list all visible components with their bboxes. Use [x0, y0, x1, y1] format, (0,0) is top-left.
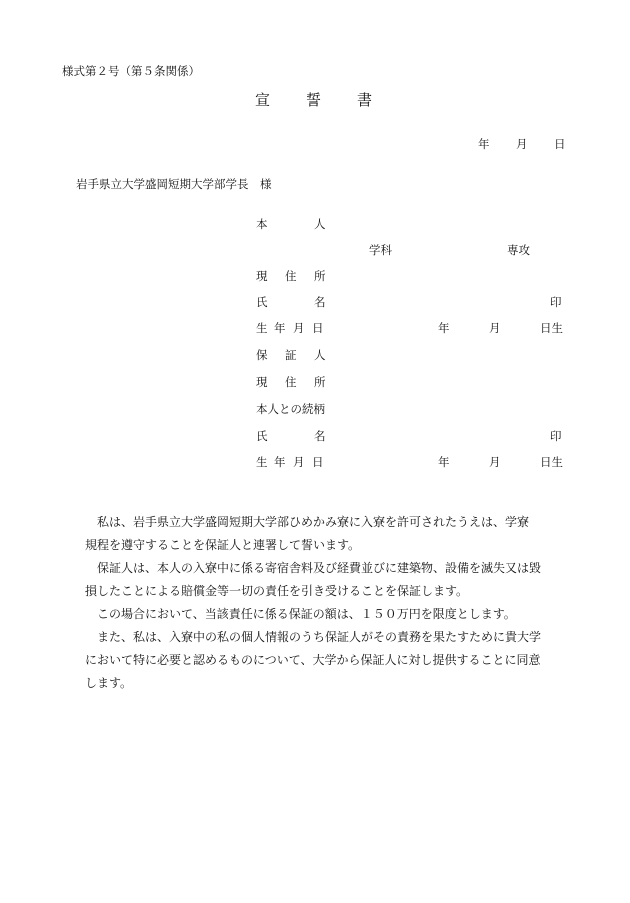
name-label-char: 氏 — [256, 429, 268, 443]
birth-year: 年 — [438, 321, 450, 335]
birth-label-char: 月 — [293, 321, 305, 335]
body-line: において特に必要と認めるものについて、大学から保証人に対し提供することに同意 — [85, 653, 541, 667]
principal-heading-char: 人 — [314, 217, 326, 231]
birth-month: 月 — [489, 321, 501, 335]
relation-label: 本人との続柄 — [256, 402, 325, 416]
address-label-char: 所 — [314, 269, 326, 283]
body-line: また、私は、入寮中の私の個人情報のうち保証人がその責務を果たすために貴大学 — [97, 630, 542, 644]
guarantor-heading-char: 人 — [314, 348, 326, 362]
title-char: 宣 — [255, 91, 271, 109]
title-char: 誓 — [306, 91, 322, 109]
birth-label-char: 年 — [274, 455, 286, 469]
seal-mark: 印 — [550, 429, 562, 443]
body-line: 保証人は、本人の入寮中に係る寄宿舎料及び経費並びに建築物、設備を滅失又は毀 — [97, 561, 542, 575]
seal-mark: 印 — [550, 295, 562, 309]
form-label: 様式第２号（第５条関係） — [62, 64, 200, 78]
department-label: 学科 — [369, 243, 392, 257]
birth-month: 月 — [489, 455, 501, 469]
birth-label-char: 年 — [274, 321, 286, 335]
body-line: 私は、岩手県立大学盛岡短期大学部ひめかみ寮に入寮を許可されたうえは、学寮 — [97, 515, 530, 529]
address-label-char: 所 — [314, 375, 326, 389]
birth-label-char: 日 — [312, 455, 324, 469]
birth-label-char: 月 — [293, 455, 305, 469]
guarantor-heading-char: 証 — [285, 348, 297, 362]
date-month: 月 — [516, 137, 528, 151]
address-label-char: 現 — [256, 269, 268, 283]
body-line: 規程を遵守することを保証人と連署して誓います。 — [85, 538, 361, 552]
name-label-char: 名 — [314, 295, 326, 309]
major-label: 専攻 — [507, 243, 530, 257]
birth-label-char: 生 — [256, 321, 268, 335]
date-year: 年 — [478, 137, 490, 151]
address-label-char: 現 — [256, 375, 268, 389]
birth-day: 日生 — [540, 321, 563, 335]
date-day: 日 — [554, 137, 566, 151]
title-char: 書 — [357, 91, 373, 109]
addressee: 岩手県立大学盛岡短期大学部学長 様 — [76, 177, 272, 191]
address-label-char: 住 — [285, 269, 297, 283]
address-label-char: 住 — [285, 375, 297, 389]
principal-heading-char: 本 — [256, 217, 268, 231]
birth-year: 年 — [438, 455, 450, 469]
body-line: 損したことによる賠償金等一切の責任を引き受けることを保証します。 — [85, 584, 469, 598]
body-line: この場合において、当該責任に係る保証の額は、１５０万円を限度とします。 — [97, 607, 516, 621]
body-line: します。 — [85, 676, 133, 690]
name-label-char: 氏 — [256, 295, 268, 309]
birth-label-char: 日 — [312, 321, 324, 335]
birth-day: 日生 — [540, 455, 563, 469]
birth-label-char: 生 — [256, 455, 268, 469]
name-label-char: 名 — [314, 429, 326, 443]
guarantor-heading-char: 保 — [256, 348, 268, 362]
